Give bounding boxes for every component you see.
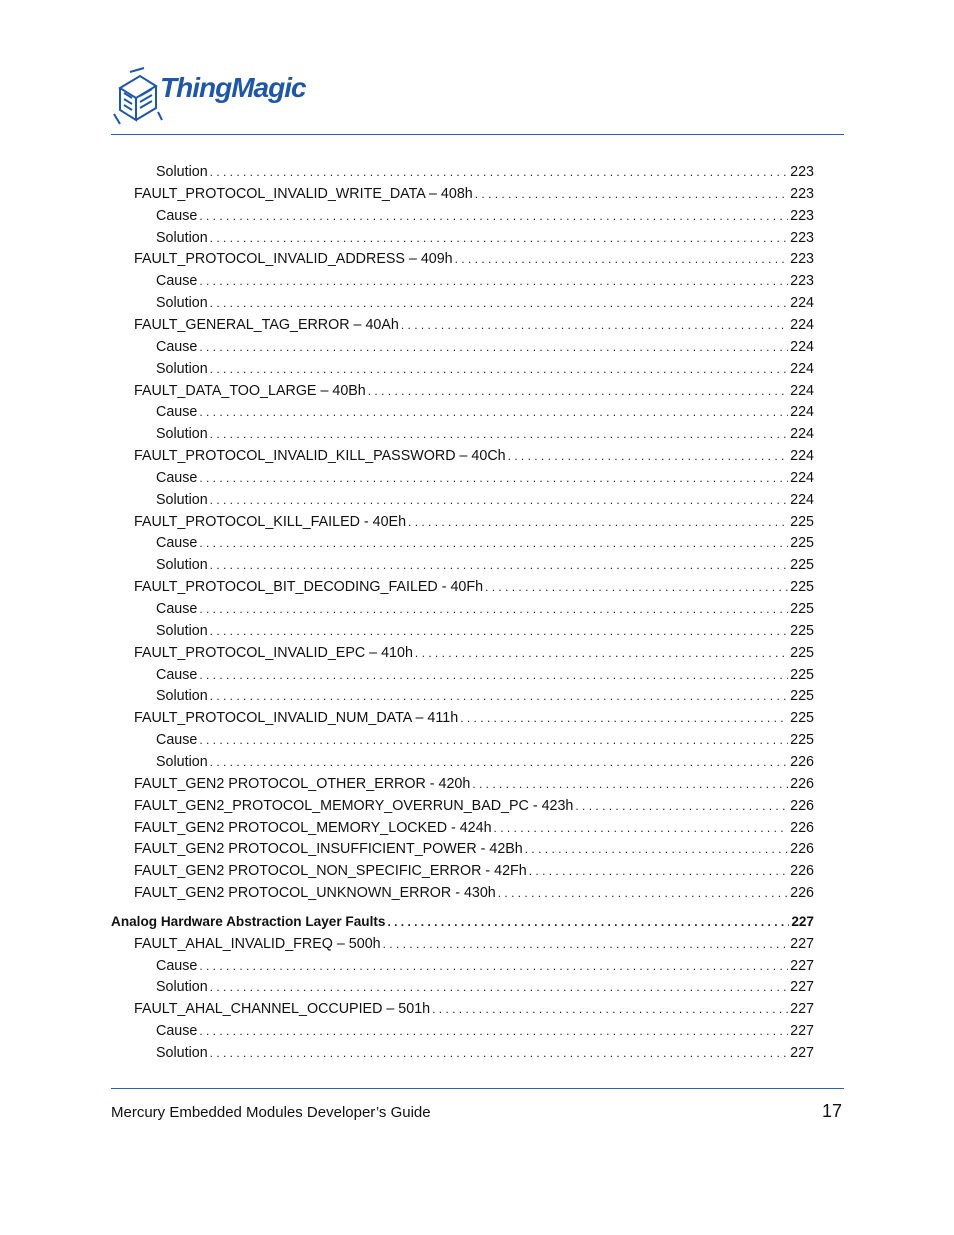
toc-entry-page: 227 bbox=[790, 1023, 814, 1040]
toc-subentry[interactable] bbox=[156, 956, 814, 976]
toc-entry-page: 227 bbox=[791, 913, 814, 929]
toc-entry-page: 225 bbox=[790, 688, 814, 705]
dot-leader bbox=[199, 271, 788, 291]
dot-leader bbox=[210, 162, 788, 182]
dot-leader bbox=[475, 184, 788, 204]
toc-entry-page: 227 bbox=[790, 979, 814, 996]
dot-leader bbox=[415, 643, 788, 663]
dot-leader bbox=[199, 599, 788, 619]
toc-entry[interactable] bbox=[134, 184, 814, 204]
toc-entry-page: 226 bbox=[790, 841, 814, 858]
dot-leader bbox=[525, 839, 788, 859]
toc-entry-title: Cause bbox=[156, 1023, 198, 1040]
toc-entry-page: 225 bbox=[790, 666, 814, 683]
toc-entry-page: 226 bbox=[790, 797, 814, 814]
toc-entry-title: Solution bbox=[156, 622, 208, 639]
toc-entry[interactable] bbox=[134, 934, 814, 954]
toc-entry-title: Solution bbox=[156, 229, 208, 246]
dot-leader bbox=[199, 730, 788, 750]
toc-entry-page: 225 bbox=[790, 557, 814, 574]
toc-entry-page: 223 bbox=[790, 229, 814, 246]
toc-entry-title: FAULT_PROTOCOL_INVALID_EPC – 410h bbox=[134, 644, 413, 661]
toc-entry-title: FAULT_PROTOCOL_BIT_DECODING_FAILED - 40Fh bbox=[134, 579, 484, 596]
toc-entry[interactable] bbox=[134, 577, 814, 597]
toc-entry-title: FAULT_PROTOCOL_INVALID_ADDRESS – 409h bbox=[134, 251, 453, 268]
toc-entry-title: FAULT_GEN2 PROTOCOL_INSUFFICIENT_POWER - 42Bh bbox=[134, 841, 523, 858]
toc-entry-page: 225 bbox=[790, 579, 814, 596]
toc-entry-page: 224 bbox=[790, 338, 814, 355]
toc-entry-page: 225 bbox=[790, 601, 814, 617]
dot-leader bbox=[199, 402, 788, 422]
dot-leader bbox=[210, 686, 788, 706]
toc-entry-title: Solution bbox=[156, 688, 208, 705]
toc-entry-title: Cause bbox=[156, 404, 198, 421]
toc-entry-page: 224 bbox=[790, 491, 814, 508]
toc-entry-page: 225 bbox=[790, 622, 814, 639]
toc-subentry[interactable] bbox=[156, 337, 814, 357]
dot-leader bbox=[432, 999, 788, 1019]
toc-entry[interactable] bbox=[134, 999, 814, 1019]
dot-leader bbox=[455, 249, 789, 269]
toc-entry-title: FAULT_AHAL_INVALID_FREQ – 500h bbox=[134, 935, 381, 952]
dot-leader bbox=[485, 577, 788, 597]
toc-entry[interactable] bbox=[134, 774, 814, 794]
toc-entry-title: FAULT_GEN2 PROTOCOL_OTHER_ERROR - 420h bbox=[134, 775, 471, 792]
dot-leader bbox=[460, 708, 788, 728]
toc-entry-title: Cause bbox=[156, 957, 198, 974]
toc-entry-page: 225 bbox=[790, 644, 814, 661]
toc-subentry[interactable] bbox=[156, 271, 814, 291]
toc-entry-page: 227 bbox=[790, 935, 814, 952]
dot-leader bbox=[498, 883, 788, 903]
toc-entry-title: Cause bbox=[156, 273, 198, 290]
dot-leader bbox=[210, 752, 788, 772]
toc-subentry[interactable] bbox=[156, 162, 814, 182]
toc-entry-page: 226 bbox=[790, 885, 814, 902]
toc-entry-page: 226 bbox=[790, 819, 814, 836]
toc-entry-title: FAULT_DATA_TOO_LARGE – 40Bh bbox=[134, 382, 366, 399]
toc-entry-title: Cause bbox=[156, 535, 198, 552]
toc-entry-title: Solution bbox=[156, 557, 208, 574]
dot-leader bbox=[383, 934, 789, 954]
toc-entry-page: 224 bbox=[790, 448, 814, 465]
toc-entry-title: Cause bbox=[156, 207, 198, 224]
dot-leader bbox=[368, 381, 788, 401]
toc-entry-title: Solution bbox=[156, 426, 208, 443]
dot-leader bbox=[210, 228, 788, 248]
toc-subentry[interactable] bbox=[156, 665, 814, 685]
dot-leader bbox=[529, 861, 788, 881]
toc-entry-page: 224 bbox=[790, 426, 814, 443]
toc-entry[interactable] bbox=[134, 818, 814, 838]
toc-entry[interactable] bbox=[134, 861, 814, 881]
toc-entry[interactable] bbox=[134, 512, 814, 532]
toc-entry[interactable] bbox=[134, 315, 814, 335]
dot-leader bbox=[210, 621, 788, 641]
dot-leader bbox=[199, 956, 788, 976]
footer-divider bbox=[111, 1088, 844, 1089]
toc-entry-page: 225 bbox=[790, 513, 814, 530]
toc-subentry[interactable] bbox=[156, 752, 814, 772]
toc-entry-title: FAULT_GEN2 PROTOCOL_MEMORY_LOCKED - 424h bbox=[134, 819, 492, 836]
toc-subentry[interactable] bbox=[156, 1021, 814, 1041]
toc-subentry[interactable] bbox=[156, 555, 814, 575]
toc-entry-title: Solution bbox=[156, 295, 208, 312]
toc-entry-page: 227 bbox=[790, 1001, 814, 1018]
toc-section-entry[interactable] bbox=[111, 912, 814, 932]
toc-entry-title: FAULT_AHAL_CHANNEL_OCCUPIED – 501h bbox=[134, 1001, 431, 1018]
toc-entry[interactable] bbox=[134, 883, 814, 903]
dot-leader bbox=[210, 555, 788, 575]
toc-entry[interactable] bbox=[134, 446, 814, 466]
dot-leader bbox=[199, 337, 788, 357]
toc-subentry[interactable] bbox=[156, 402, 814, 422]
dot-leader bbox=[199, 206, 788, 226]
toc-entry-title: FAULT_PROTOCOL_INVALID_WRITE_DATA – 408h bbox=[134, 185, 473, 202]
cube-logo-icon bbox=[110, 66, 166, 128]
dot-leader bbox=[575, 796, 788, 816]
toc-entry-page: 227 bbox=[790, 957, 814, 974]
toc-subentry[interactable] bbox=[156, 293, 814, 313]
toc-entry-title: Solution bbox=[156, 753, 208, 770]
toc-subentry[interactable] bbox=[156, 686, 814, 706]
toc-entry-page: 224 bbox=[790, 316, 814, 333]
toc-entry-page: 223 bbox=[790, 164, 814, 180]
toc-entry-title: FAULT_GENERAL_TAG_ERROR – 40Ah bbox=[134, 316, 399, 333]
toc-subentry[interactable] bbox=[156, 533, 814, 553]
dot-leader bbox=[199, 533, 788, 553]
toc-entry-page: 226 bbox=[790, 753, 814, 770]
toc-subentry[interactable] bbox=[156, 1043, 814, 1063]
dot-leader bbox=[199, 665, 788, 685]
toc-entry-title: Cause bbox=[156, 338, 198, 355]
toc-subentry[interactable] bbox=[156, 228, 814, 248]
dot-leader bbox=[210, 490, 788, 510]
toc-entry[interactable] bbox=[134, 796, 814, 816]
toc-subentry[interactable] bbox=[156, 468, 814, 488]
toc-entry-title: FAULT_GEN2 PROTOCOL_NON_SPECIFIC_ERROR - 42Fh bbox=[134, 863, 527, 880]
toc-entry-title: Cause bbox=[156, 469, 198, 486]
dot-leader bbox=[508, 446, 789, 466]
toc-entry-title: FAULT_GEN2 PROTOCOL_UNKNOWN_ERROR - 430h bbox=[134, 885, 496, 902]
toc-entry-page: 223 bbox=[790, 273, 814, 290]
toc-entry-title: Analog Hardware Abstraction Layer Faults bbox=[111, 913, 386, 929]
toc-entry-page: 226 bbox=[790, 863, 814, 880]
footer-page-number: 17 bbox=[821, 1101, 842, 1121]
dot-leader bbox=[210, 1043, 788, 1063]
toc-entry-title: Solution bbox=[156, 1044, 208, 1061]
toc-entry-title: Cause bbox=[156, 666, 198, 683]
toc-entry-page: 225 bbox=[790, 732, 814, 749]
dot-leader bbox=[210, 293, 788, 313]
dot-leader bbox=[199, 468, 788, 488]
toc-subentry[interactable] bbox=[156, 490, 814, 510]
dot-leader bbox=[387, 912, 789, 932]
dot-leader bbox=[408, 512, 788, 532]
footer-document-title: Mercury Embedded Modules Developer’s Guide bbox=[111, 1104, 431, 1121]
toc-subentry[interactable] bbox=[156, 359, 814, 379]
dot-leader bbox=[210, 424, 788, 444]
toc-entry-title: Cause bbox=[156, 732, 198, 749]
thingmagic-logo bbox=[110, 66, 330, 128]
toc-subentry[interactable] bbox=[156, 206, 814, 226]
dot-leader bbox=[494, 818, 789, 838]
toc-entry[interactable] bbox=[134, 708, 814, 728]
toc-subentry[interactable] bbox=[156, 730, 814, 750]
toc-subentry[interactable] bbox=[156, 424, 814, 444]
toc-entry[interactable] bbox=[134, 839, 814, 859]
toc-subentry[interactable] bbox=[156, 599, 814, 619]
toc-entry-title: FAULT_PROTOCOL_INVALID_NUM_DATA – 411h bbox=[134, 710, 459, 727]
toc-entry-title: FAULT_GEN2_PROTOCOL_MEMORY_OVERRUN_BAD_PC - 423h bbox=[134, 797, 574, 814]
toc-entry-title: Solution bbox=[156, 491, 208, 508]
toc-entry-title: FAULT_PROTOCOL_KILL_FAILED - 40Eh bbox=[134, 513, 407, 530]
toc-entry-title: FAULT_PROTOCOL_INVALID_KILL_PASSWORD – 40Ch bbox=[134, 448, 506, 465]
header-divider bbox=[111, 134, 844, 135]
toc-entry[interactable] bbox=[134, 381, 814, 401]
dot-leader bbox=[199, 1021, 788, 1041]
toc-entry-title: Solution bbox=[156, 360, 208, 377]
toc-entry-title: Cause bbox=[156, 601, 198, 617]
toc-entry-title: Solution bbox=[156, 979, 208, 996]
toc-entry[interactable] bbox=[134, 643, 814, 663]
toc-entry-page: 225 bbox=[790, 710, 814, 727]
toc-entry-title: Solution bbox=[156, 164, 208, 180]
toc-entry[interactable] bbox=[134, 249, 814, 269]
toc-entry-page: 224 bbox=[790, 404, 814, 421]
dot-leader bbox=[401, 315, 788, 335]
dot-leader bbox=[210, 359, 788, 379]
toc-entry-page: 226 bbox=[790, 775, 814, 792]
toc-entry-page: 224 bbox=[790, 382, 814, 399]
toc-entry-page: 225 bbox=[790, 535, 814, 552]
toc-subentry[interactable] bbox=[156, 621, 814, 641]
dot-leader bbox=[210, 977, 788, 997]
toc-subentry[interactable] bbox=[156, 977, 814, 997]
toc-entry-page: 223 bbox=[790, 207, 814, 224]
toc-entry-page: 223 bbox=[790, 251, 814, 268]
logo-wordmark: ThingMagic bbox=[160, 72, 306, 103]
toc-entry-page: 223 bbox=[790, 185, 814, 202]
toc-entry-page: 227 bbox=[790, 1044, 814, 1061]
toc-entry-page: 224 bbox=[790, 360, 814, 377]
toc-entry-page: 224 bbox=[790, 295, 814, 312]
dot-leader bbox=[472, 774, 788, 794]
toc-entry-page: 224 bbox=[790, 469, 814, 486]
